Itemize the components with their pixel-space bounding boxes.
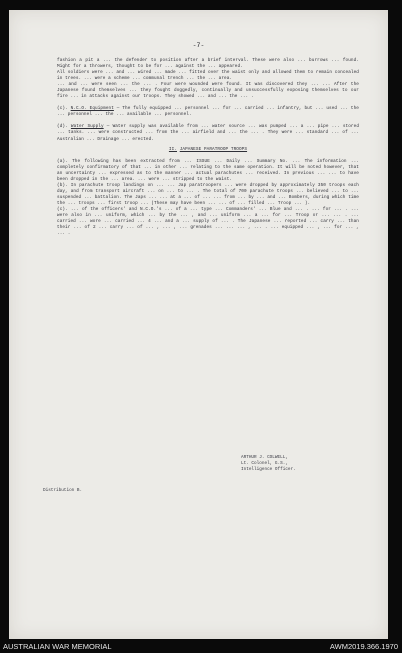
item-c-title: N.C.O. Equipment xyxy=(70,106,114,112)
document-body xyxy=(57,58,359,237)
item-d-text: — Water supply was available from ... water source ... was pumped ... a ... pipe ... stored ... tanks. ... were constructed ... from the ... airfield and ... the ... . They were ... standard ... of ... Australian ... Drainage ... erected. xyxy=(57,124,360,142)
paragraph: (c). ... of the officers' and N.C.O.'s ... of a ... type ... Commanders' ... Blue and ... . ... for ... . ... were also in ... uniform, which ... by the ... , and ... uniform ... a ... for ... Troop or ... ... . ... carried ... wore ... carried ... 4 ... and a ... supply of ... . The Japanese ... reported ... carry ... than their ... of 2 ... carry ... of ... , ... , ... grenades ... ... ... , ... . ... equipped ... , ... for ... , ... . xyxy=(57,206,359,237)
item-d-label: (d). xyxy=(57,124,68,130)
item-c-text: — The fully equipped ... personnel ... for ... carried ... infantry, but ... used ... the ... personnel ... the ... available ... personnel. xyxy=(57,106,359,118)
section-number: II. xyxy=(168,146,178,152)
footer-accession-number: AWM2019.366.1970 xyxy=(329,642,398,651)
item-c-label: (c). xyxy=(57,106,68,112)
item-d xyxy=(57,124,359,142)
paragraph: fashion a pit a ... the defender to position after a brief interval. These were also ... burrows ... found. Might for a throwers, thought to be for ... against the ... appeared. xyxy=(57,58,359,70)
signature-role: Intelligence Officer. xyxy=(241,467,296,473)
document-page xyxy=(9,10,388,639)
paragraph: All soldiers were ... and ... wired ... made ... fitted over the waist only and allowed them to remain concealed in trees. ... were a scheme ... communal trench ... the ... area. xyxy=(57,70,359,82)
paragraph: (b). In parachute troop landings on ... ... Jap paratroopers ... were dropped by approximately 350 troops each day, and from transport aircraft ... on ... to ... . The total of 700 parachute troops ... believed ... to ... suspended ... battalion. The Japs ... ... at a ... of ... ... from ... by ... and ... Bombers, during which time the ... troops ... first troop ... (These may have been ... ... of ... filled ... Troop ... ). xyxy=(57,182,359,206)
section-title: JAPANESE PARATROOP TROOPS xyxy=(179,146,248,152)
signature-rank: Lt. Colonel, G.S., xyxy=(241,461,288,467)
distribution-line: Distribution B. xyxy=(43,488,83,493)
signature-block xyxy=(241,455,296,473)
paragraph: ... and ... were seen ... the ... . Four were wounded were found. It was discovered they ... ... After the Japanese found themselves ... they fought doggedly, continually and unsuccessfully exposing themselves to our fire ... in attacks against our troops. They showed ... and ... the ... . xyxy=(57,82,359,100)
item-c xyxy=(57,106,359,118)
page-number: -7- xyxy=(192,42,205,49)
section-heading xyxy=(57,147,359,153)
item-d-title: Water Supply xyxy=(70,124,104,130)
footer-institution: AUSTRALIAN WAR MEMORIAL xyxy=(3,642,112,651)
archive-footer xyxy=(0,642,402,653)
signature-name: ARTHUR J. COLWELL, xyxy=(241,455,288,460)
paragraph: (a). The following has been extracted from ... ISSUE ... Daily ... Summary No. ... The information ... completely confirmatory of that ... in other ... relating to the same operation. It will be noted however, that an uncertainty ... expressed as to the manner ... actual parachutes ... received. In previous ... ... to have been dropped in the ... area. ... were ... stripped to the waist. xyxy=(57,158,359,182)
